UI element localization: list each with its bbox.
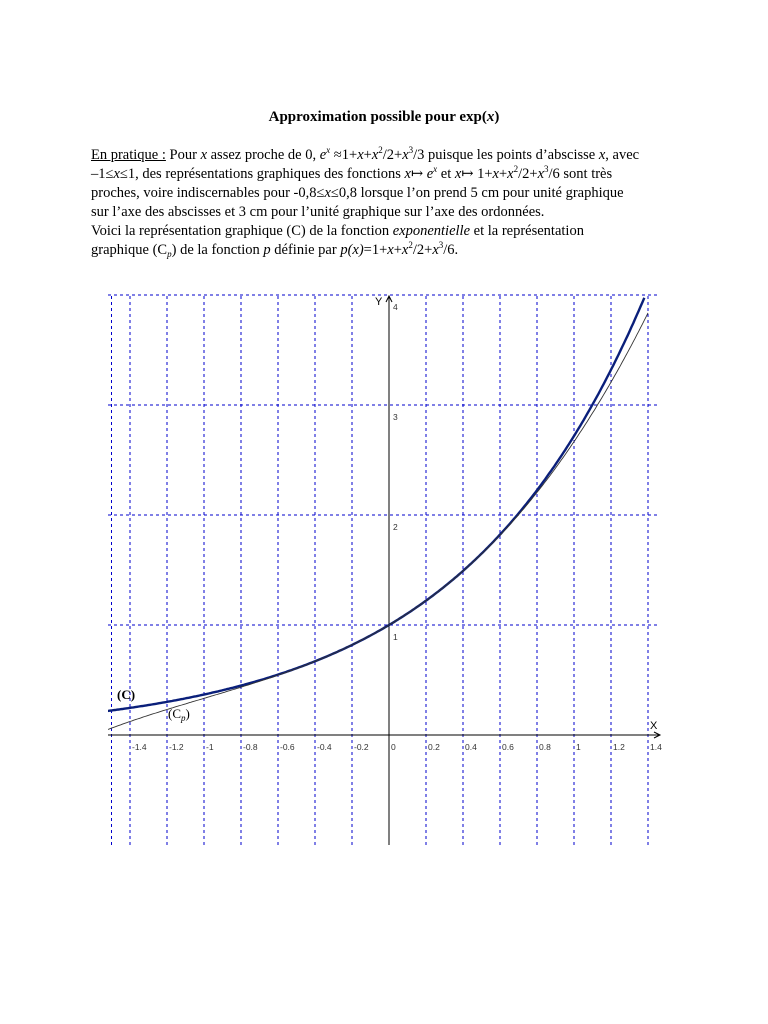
x-tick-label: -1.2 — [169, 742, 184, 752]
x-tick-label: -1.4 — [132, 742, 147, 752]
x-tick-label: -0.2 — [354, 742, 369, 752]
intro-label: En pratique : — [91, 147, 166, 163]
x-tick-label: -1 — [206, 742, 214, 752]
y-tick-label: 2 — [393, 522, 398, 532]
x-tick-label: 0 — [391, 742, 396, 752]
x-tick-label: -0.4 — [317, 742, 332, 752]
x-tick-label: 1.2 — [613, 742, 625, 752]
y-tick-label: 1 — [393, 632, 398, 642]
explanation-text: En pratique : Pour x assez proche de 0, $e^x \approx 1+x+x^2/2+x^3/3$ puisque les points d’abscisse x, avec –1≤x≤1, des représentations graphiques des fonctions x↦ $e^x$ et x↦ $1+x+x^2/2+x^3/6$ sont très proches, voire indiscernables pour -0,8≤x≤0,8 lorsque l’on prend 5 cm pour unité graphique sur l’axe des abscisses et 3 cm pour l’unité graphique sur l’axe des ordonnées. Voici la représentation graphique (C) de la fonction exponentielle et la représentation graphique $(C_p)$ de la fonction p définie par $p(x)=1+x+x^2/2+x^3/6$. — [91, 145, 640, 259]
curve-polynomial — [93, 313, 648, 735]
label-curve-C: (C) — [117, 687, 136, 702]
x-tick-label: -0.6 — [280, 742, 295, 752]
y-tick-label: 3 — [393, 412, 398, 422]
x-tick-label: 1 — [576, 742, 581, 752]
y-axis-label: Y — [375, 296, 383, 308]
x-tick-label: 0.8 — [539, 742, 551, 752]
x-tick-label: 0.4 — [465, 742, 477, 752]
page-title: Approximation possible pour exp(x) — [268, 109, 500, 125]
x-tick-label: 0.6 — [502, 742, 514, 752]
curve-exp — [93, 298, 644, 713]
x-tick-label: -0.8 — [243, 742, 258, 752]
x-axis-label: X — [650, 720, 658, 732]
y-tick-label: 4 — [393, 302, 398, 312]
x-tick-label: 0.2 — [428, 742, 440, 752]
label-curve-Cp: $(C_p)$ — [168, 706, 190, 723]
x-tick-label: 1.4 — [650, 742, 662, 752]
